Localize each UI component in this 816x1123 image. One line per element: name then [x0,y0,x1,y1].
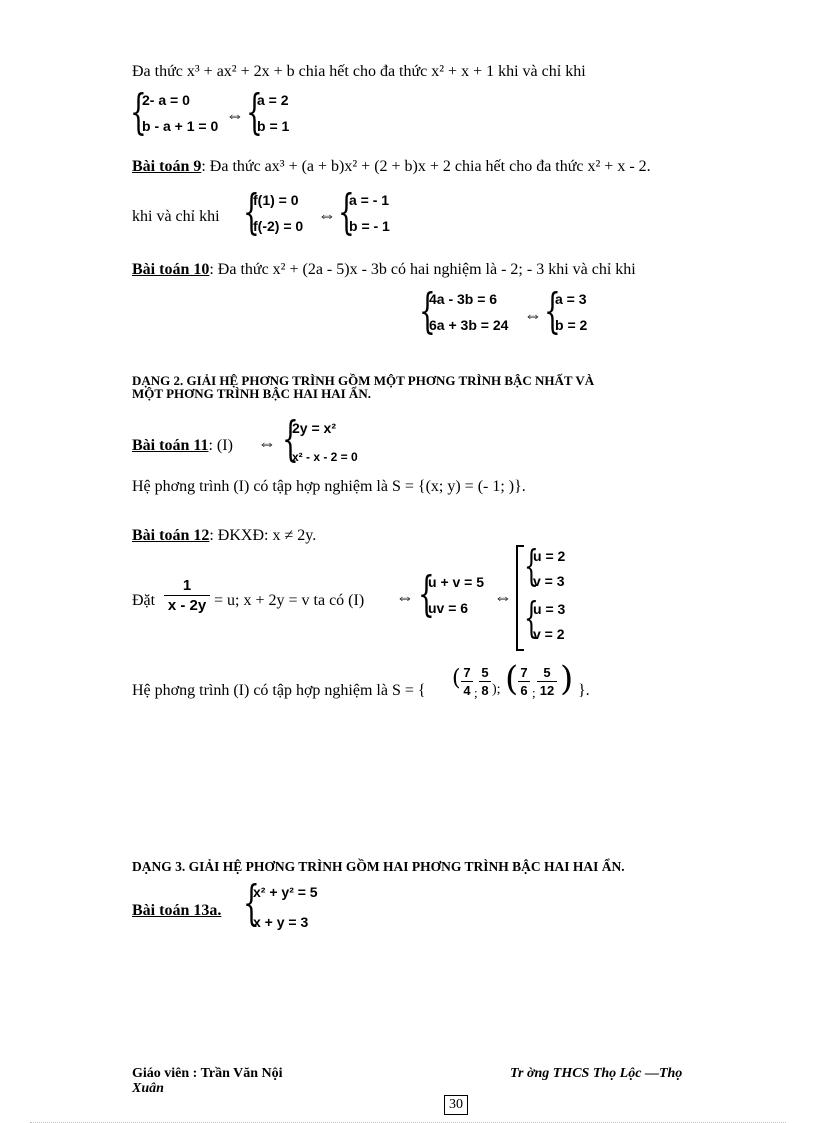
problem-13a [132,903,221,919]
problem-text: : Đa thức x² + (2a - 5)x - 3b có hai nghiệm là - 2; - 3 khi và chỉ khi [209,261,636,278]
brace: { [338,184,355,240]
intro-text: Đa thức x³ + ax² + 2x + b chia hết cho đa thức x² + x + 1 khi và chỉ khi [132,63,586,80]
section-heading: DẠNG 2. GIẢI HỆ PHƠNG TRÌNH GỒM MỘT PHƠNG TRÌNH BẬC NHẤT VÀ [132,373,595,388]
brace: { [419,283,436,339]
equation: v = 3 [533,573,565,589]
teacher-name: Giáo viên : Trần Văn Nội [132,1066,283,1081]
problem-text: : (I) [208,437,233,454]
equation: b = 2 [555,317,588,333]
equation: u = 3 [533,601,566,617]
equation: u = 2 [533,548,566,564]
equation: f(-2) = 0 [253,218,304,234]
equation: x + y = 3 [253,914,309,930]
numerator: 5 [481,665,489,680]
equation: b = 1 [257,118,290,134]
substitution-text: = u; x + 2y = v ta có (I) [214,592,365,609]
dat-text: Đặt [132,592,156,609]
iff-symbol: ⇔ [396,587,414,607]
equation: uv = 6 [428,600,469,616]
denominator: 12 [539,683,555,698]
fraction [479,665,491,698]
problem-text: : ĐKXĐ: x ≠ 2y. [209,527,317,544]
numerator: 7 [463,665,471,680]
brace: { [130,84,147,140]
denominator: 6 [520,683,528,698]
denominator: 4 [463,683,471,698]
problem-title: Bài toán 12 [132,527,210,544]
brace: { [524,593,539,642]
fraction [164,577,210,614]
iff-symbol: ⇔ [318,205,336,225]
brace: { [524,541,539,590]
condition-text: khi và chỉ khi [132,208,220,225]
iff-symbol: ⇔ [258,433,276,453]
problem-title: Bài toán 13a. [132,902,222,919]
equation: 2y = x² [292,420,336,436]
denominator: x - 2y [167,597,207,614]
section-heading: DẠNG 3. GIẢI HỆ PHƠNG TRÌNH GỒM HAI PHƠNG TRÌNH BẬC HAI HAI ẨN. [132,859,625,874]
equation: b - a + 1 = 0 [142,118,219,134]
equation: f(1) = 0 [253,192,299,208]
equation: a = 3 [555,291,587,307]
brace: { [544,283,561,339]
numerator: 7 [520,665,528,680]
problem-text: : Đa thức ax³ + (a + b)x² + (2 + b)x + 2 chia hết cho đa thức x² + x - 2. [201,158,651,175]
iff-symbol: ⇔ [494,587,512,607]
equation: a = 2 [257,92,289,108]
equation: 2- a = 0 [142,92,190,108]
section-heading: MỘT PHƠNG TRÌNH BẬC HAI HAI ẨN. [132,386,371,401]
denominator: 8 [481,683,489,698]
brace: { [243,875,260,931]
iff-symbol: ⇔ [226,105,244,125]
equation: x² - x - 2 = 0 [292,450,358,464]
numerator: 1 [182,577,192,594]
equation: a = - 1 [349,192,390,208]
iff-symbol: ⇔ [524,305,542,325]
brace: { [418,566,435,622]
numerator: 5 [543,665,551,680]
equation: x² + y² = 5 [253,884,318,900]
problem-9 [132,159,651,175]
equation: u + v = 5 [428,574,485,590]
problem-10 [132,262,636,278]
equation: 6a + 3b = 24 [429,317,509,333]
result-text: Hệ phơng trình (I) có tập hợp nghiệm là S = {(x; y) = (- 1; )}. [132,478,526,495]
equation: 4a - 3b = 6 [429,291,498,307]
result-text: Hệ phơng trình (I) có tập hợp nghiệm là S = { [132,682,426,699]
or-bracket [516,545,524,651]
problem-12 [132,528,316,544]
page-number: 30 [444,1095,468,1115]
brace: { [282,411,299,467]
problem-11 [132,438,233,454]
equation: b = - 1 [349,218,390,234]
problem-title: Bài toán 11 [132,437,209,454]
problem-title: Bài toán 10 [132,261,210,278]
school-name: Tr ờng THCS Thọ Lộc —Thọ [510,1066,683,1081]
fraction [461,665,473,698]
fraction [537,665,557,698]
brace: { [246,84,263,140]
equation: v = 2 [533,626,565,642]
result-close: }. [578,682,590,699]
problem-title: Bài toán 9 [132,158,202,175]
fraction [518,665,530,698]
teacher-name-cont: Xuân [132,1081,164,1096]
brace: { [243,184,260,240]
